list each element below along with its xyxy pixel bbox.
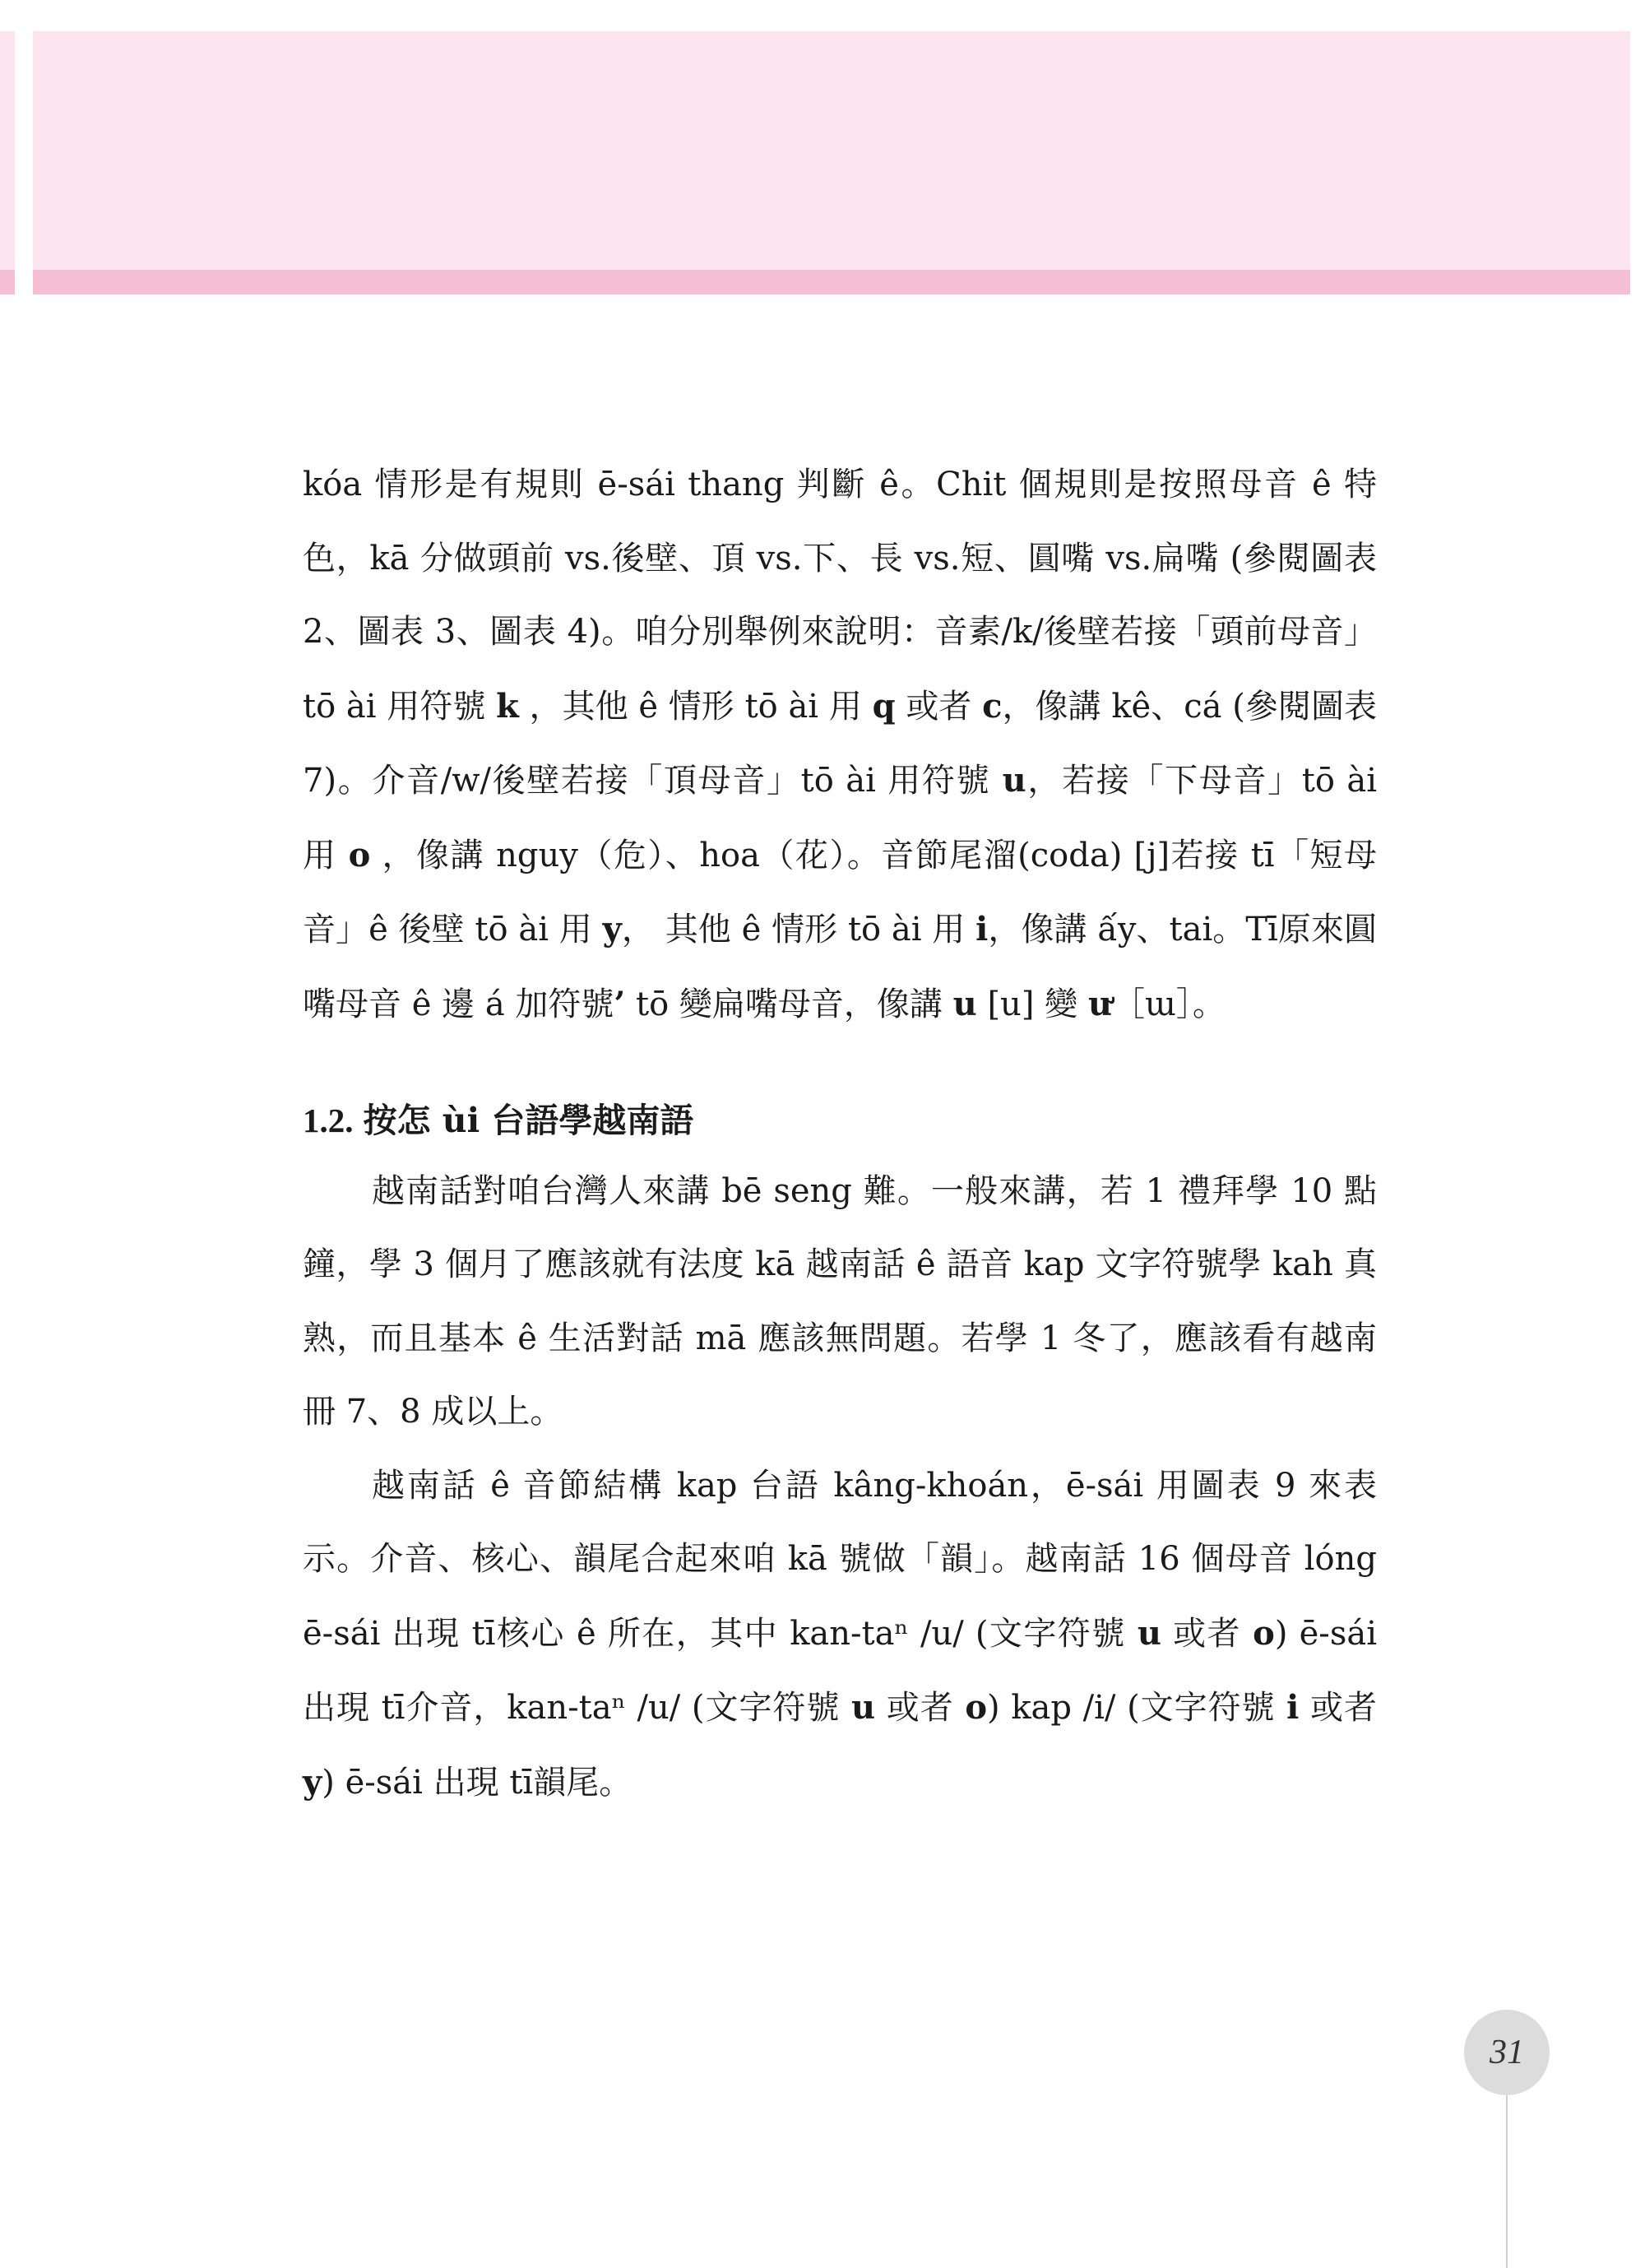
- bold-letter: y: [303, 1762, 322, 1802]
- paragraph-vowel-rules: [303, 448, 1377, 1041]
- page-number: 31: [1464, 2010, 1550, 2095]
- bold-letter: o: [348, 835, 371, 874]
- page-number-line: [1506, 2095, 1508, 2268]
- bold-letter: u: [952, 984, 977, 1023]
- text-run: ， 其他 ê 情形 tō ài 用: [621, 911, 976, 948]
- section-number: 1.2.: [303, 1102, 354, 1139]
- text-run: ，若接「下母音」tō ài 用: [303, 762, 1377, 874]
- body-text: [303, 448, 1377, 1820]
- text-run: ) ē-sái 出現 tī介音，kan-taⁿ /u/ (文字符號: [303, 1614, 1377, 1727]
- bold-letter: k: [496, 686, 519, 726]
- text-run: ) kap /i/ (文字符號: [987, 1689, 1287, 1727]
- text-run: [u] 變: [976, 985, 1088, 1023]
- text-run: ，像講 ấy、tai。Tī原來圓嘴母音 ê 邊 á 加符號: [303, 911, 1378, 1023]
- text-run: ［ɯ］。: [1111, 985, 1226, 1023]
- section-title: 按怎 ùi 台語學越南語: [363, 1101, 694, 1140]
- text-run: ，像講 nguy（危）、hoa（花）。音節尾溜(coda) [j]若接 tī「短母音」ê 後壁 tō ài 用: [303, 836, 1378, 948]
- bold-letter: u: [851, 1688, 876, 1727]
- bold-letter: o: [965, 1688, 988, 1727]
- paragraph-learning: 越南話對咱台灣人來講 bē seng 難。一般來講，若 1 禮拜學 10 點鐘，學 3 個月了應該就有法度 kā 越南話 ê 語音 kap 文字符號學 kah 真熟，而且基本 ê 生活對話 mā 應該無問題。若學 1 冬了，應該看有越南冊 7、8 成以上。: [303, 1171, 1377, 1431]
- bold-mark: ’: [614, 984, 626, 1023]
- bold-letter: i: [975, 910, 989, 948]
- text-run: ) ē-sái 出現 tī韻尾。: [322, 1763, 633, 1802]
- text-run: 或者: [895, 687, 983, 726]
- bold-letter: c: [982, 686, 1003, 726]
- text-run: kóa 情形是有規則 ē-sái thang 判斷 ê。Chit 個規則是按照母音 ê 特色，kā 分做頭前 vs.後壁、頂 vs.下、長 vs.短、圓嘴 vs.扁嘴 (參閱圖表 2、圖表 3、圖表 4)。咱分別舉例來說明：音素/k/後壁若接「頭前母音」tō ài 用符號: [303, 466, 1377, 726]
- bold-letter: q: [872, 686, 896, 726]
- bold-letter: u: [1002, 761, 1026, 800]
- bold-letter: o: [1253, 1613, 1275, 1653]
- paragraph-syllable-structure: [303, 1449, 1377, 1820]
- text-run: 越南話 ê 音節結構 kap 台語 kâng-khoán，ē-sái 用圖表 9 來表示。介音、核心、韻尾合起來咱 kā 號做「韻」。越南話 16 個母音 lóng ē-sái 出現 tī核心 ê 所在，其中 kan-taⁿ /u/ (文字符號: [303, 1466, 1377, 1653]
- text-run: 或者: [875, 1689, 966, 1727]
- header-stripe: [33, 270, 1630, 295]
- text-run: ，其他 ê 情形 tō ài 用: [518, 687, 873, 726]
- bold-letter: i: [1286, 1688, 1300, 1727]
- bold-letter: y: [602, 910, 622, 948]
- text-run: ，像講 kê、cá (參閱圖表 7)。介音/w/後壁若接「頂母音」tō ài 用符號: [303, 687, 1377, 800]
- text-run: 或者: [1299, 1689, 1378, 1727]
- header-left-tab: [0, 31, 15, 295]
- bold-letter: u: [1137, 1613, 1161, 1653]
- text-run: tō 變扁嘴母音，像講: [625, 985, 953, 1023]
- header-left-tab-stripe: [0, 270, 15, 295]
- text-run: 或者: [1161, 1614, 1253, 1653]
- header-band: [33, 31, 1630, 270]
- section-heading: [303, 1084, 1377, 1158]
- bold-letter: ư: [1087, 984, 1112, 1023]
